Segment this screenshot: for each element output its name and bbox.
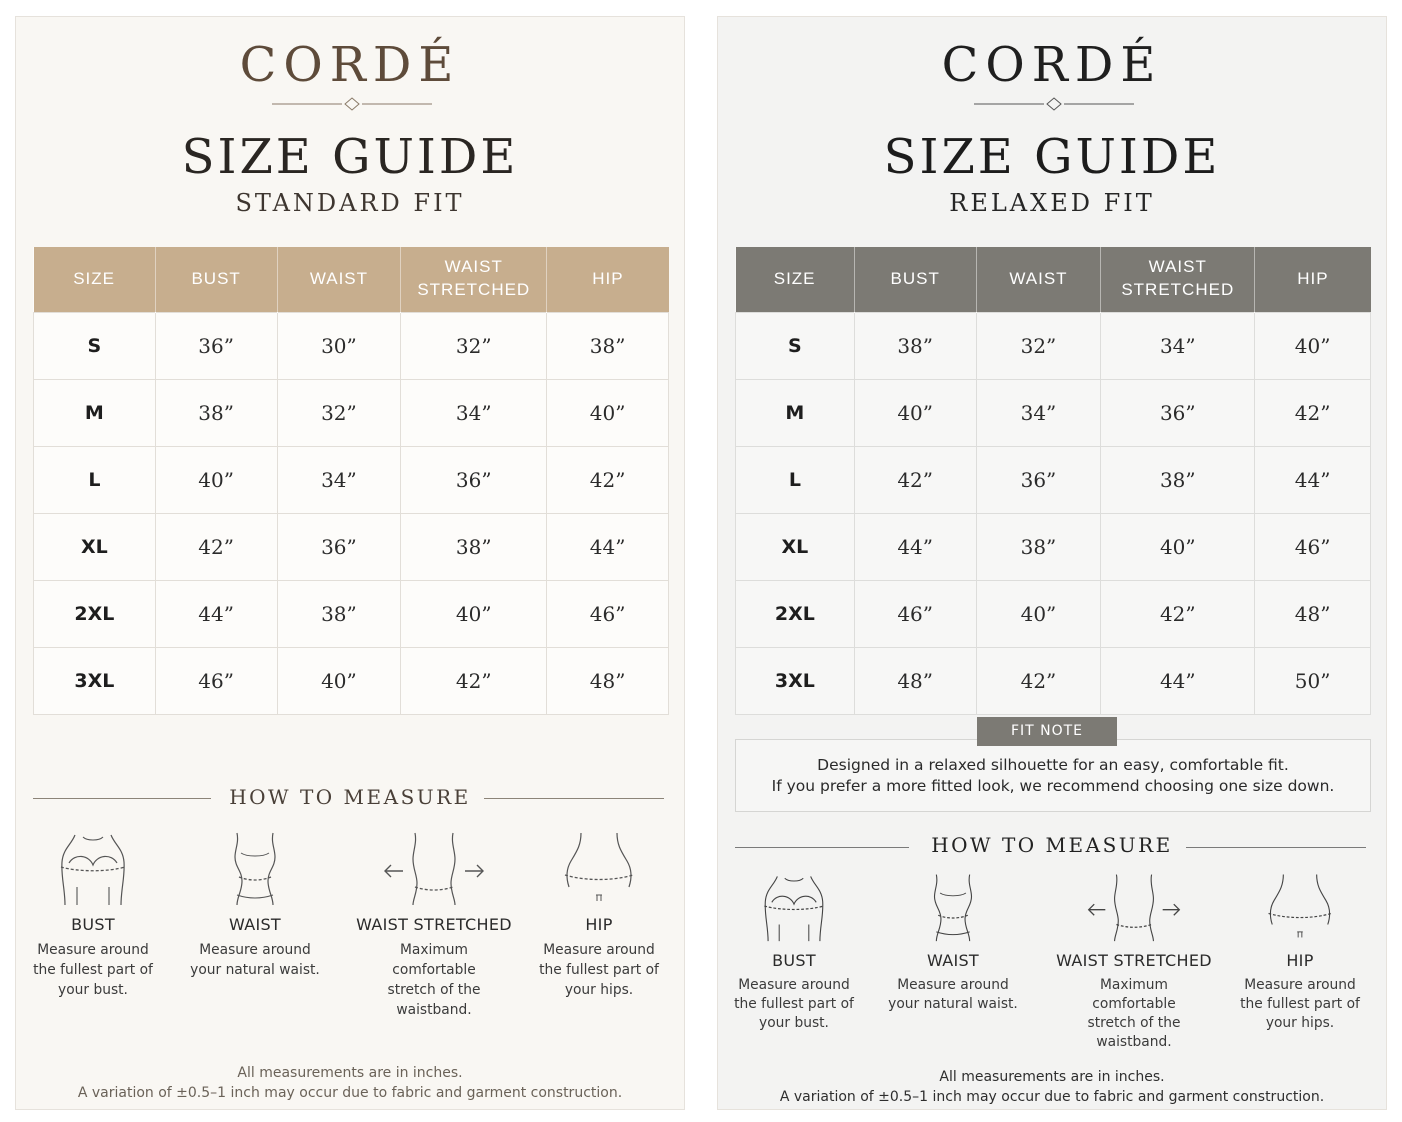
ornament-divider-icon xyxy=(272,97,432,111)
table-row xyxy=(34,647,669,714)
measure-name: WAIST STRETCHED xyxy=(356,915,512,934)
table-row xyxy=(34,312,669,379)
waist-cell: 34” xyxy=(277,446,401,513)
table-row xyxy=(736,379,1371,446)
bust-icon xyxy=(757,869,831,943)
hip-icon xyxy=(559,827,639,907)
measure-name: BUST xyxy=(71,915,115,934)
column-header: WAIST xyxy=(976,247,1101,312)
waist-icon xyxy=(215,827,295,907)
table-row xyxy=(34,446,669,513)
waist-cell: 40” xyxy=(976,580,1101,647)
hip-cell: 42” xyxy=(1255,379,1371,446)
size-cell: L xyxy=(736,446,855,513)
footnote-line: All measurements are in inches. xyxy=(237,1065,463,1081)
measure-name: HIP xyxy=(1286,951,1314,970)
bust-cell: 44” xyxy=(854,513,976,580)
column-header: SIZE xyxy=(736,247,855,312)
waist-cell: 42” xyxy=(976,647,1101,714)
measure-hip xyxy=(514,827,684,1000)
measure-description: Measure around the fullest part of your bust. xyxy=(734,977,854,1031)
hip-cell: 44” xyxy=(547,513,669,580)
waist-stretched-icon xyxy=(1082,869,1186,943)
table-row xyxy=(736,446,1371,513)
hip-cell: 38” xyxy=(547,312,669,379)
measure-description: Measure around your natural waist. xyxy=(190,942,320,978)
size-cell: S xyxy=(736,312,855,379)
waist-stretched-cell: 32” xyxy=(401,312,547,379)
footnote xyxy=(16,1063,684,1103)
waist-stretched-cell: 34” xyxy=(1101,312,1255,379)
waist-stretched-cell: 42” xyxy=(1101,580,1255,647)
size-cell: 3XL xyxy=(34,647,156,714)
page-title: SIZE GUIDE xyxy=(883,129,1221,185)
column-header: SIZE xyxy=(34,247,156,312)
hip-cell: 44” xyxy=(1255,446,1371,513)
size-cell: L xyxy=(34,446,156,513)
bust-cell: 46” xyxy=(155,647,277,714)
footnote-line: A variation of ±0.5–1 inch may occur due to fabric and garment construction. xyxy=(779,1089,1325,1105)
table-header-row xyxy=(34,247,669,312)
measure-description: Measure around the fullest part of your bust. xyxy=(33,942,153,998)
size-cell: 2XL xyxy=(34,580,156,647)
table-row xyxy=(34,379,669,446)
hip-cell: 46” xyxy=(1255,513,1371,580)
measure-description: Maximum comfortable stretch of the waistband. xyxy=(387,942,481,1018)
measure-waist xyxy=(868,869,1038,1014)
hip-cell: 42” xyxy=(547,446,669,513)
table-header-row xyxy=(736,247,1371,312)
measure-description: Maximum comfortable stretch of the waistband. xyxy=(1087,977,1181,1050)
bust-cell: 38” xyxy=(854,312,976,379)
table-row xyxy=(34,580,669,647)
size-cell: 3XL xyxy=(736,647,855,714)
footnote-line: A variation of ±0.5–1 inch may occur due to fabric and garment construction. xyxy=(77,1085,623,1101)
waist-stretched-cell: 40” xyxy=(1101,513,1255,580)
column-header: WAIST STRETCHED xyxy=(401,247,547,312)
hip-cell: 46” xyxy=(547,580,669,647)
bust-cell: 44” xyxy=(155,580,277,647)
size-cell: M xyxy=(34,379,156,446)
brand-logo: CORDÉ xyxy=(239,37,461,93)
bust-cell: 48” xyxy=(854,647,976,714)
measure-name: WAIST STRETCHED xyxy=(1056,951,1212,970)
standard-fit-panel xyxy=(15,16,685,1110)
size-cell: S xyxy=(34,312,156,379)
waist-cell: 36” xyxy=(976,446,1101,513)
waist-cell: 30” xyxy=(277,312,401,379)
fit-note-text xyxy=(735,755,1371,797)
column-header: WAIST STRETCHED xyxy=(1101,247,1255,312)
size-cell: XL xyxy=(34,513,156,580)
waist-stretched-cell: 34” xyxy=(401,379,547,446)
column-header: HIP xyxy=(1255,247,1371,312)
waist-stretched-cell: 36” xyxy=(401,446,547,513)
waist-stretched-cell: 38” xyxy=(401,513,547,580)
relaxed-fit-panel xyxy=(717,16,1387,1110)
column-header: BUST xyxy=(854,247,976,312)
size-table xyxy=(735,247,1371,715)
fit-subtitle: STANDARD FIT xyxy=(235,189,465,217)
fit-subtitle: RELAXED FIT xyxy=(949,189,1155,217)
table-row xyxy=(736,580,1371,647)
bust-cell: 40” xyxy=(854,379,976,446)
divider-line xyxy=(1186,847,1366,848)
divider-line xyxy=(484,798,664,799)
measure-waist-stretched xyxy=(1049,869,1219,1052)
measure-description: Measure around your natural waist. xyxy=(888,977,1018,1012)
table-row xyxy=(736,513,1371,580)
ornament-divider-icon xyxy=(974,97,1134,111)
hip-cell: 50” xyxy=(1255,647,1371,714)
table-row xyxy=(34,513,669,580)
waist-cell: 34” xyxy=(976,379,1101,446)
bust-icon xyxy=(53,827,133,907)
size-table xyxy=(33,247,669,715)
column-header: WAIST xyxy=(277,247,401,312)
measure-name: WAIST xyxy=(926,951,980,970)
size-cell: XL xyxy=(736,513,855,580)
fit-note-line: Designed in a relaxed silhouette for an easy, comfortable fit. xyxy=(817,756,1289,774)
column-header: HIP xyxy=(547,247,669,312)
waist-icon xyxy=(916,869,990,943)
waist-stretched-cell: 44” xyxy=(1101,647,1255,714)
measure-bust xyxy=(8,827,178,1000)
bust-cell: 42” xyxy=(854,446,976,513)
waist-stretched-cell: 40” xyxy=(401,580,547,647)
table-row xyxy=(736,647,1371,714)
page-title: SIZE GUIDE xyxy=(181,129,519,185)
hip-cell: 48” xyxy=(1255,580,1371,647)
how-to-measure-heading: HOW TO MEASURE xyxy=(931,833,1173,857)
waist-cell: 32” xyxy=(277,379,401,446)
waist-stretched-cell: 42” xyxy=(401,647,547,714)
waist-cell: 32” xyxy=(976,312,1101,379)
hip-cell: 48” xyxy=(547,647,669,714)
footnote-line: All measurements are in inches. xyxy=(939,1069,1165,1085)
measure-waist-stretched xyxy=(349,827,519,1020)
bust-cell: 40” xyxy=(155,446,277,513)
bust-cell: 42” xyxy=(155,513,277,580)
measure-name: HIP xyxy=(585,915,613,934)
measure-name: BUST xyxy=(772,951,816,970)
size-cell: 2XL xyxy=(736,580,855,647)
column-header: BUST xyxy=(155,247,277,312)
waist-cell: 36” xyxy=(277,513,401,580)
table-row xyxy=(736,312,1371,379)
bust-cell: 38” xyxy=(155,379,277,446)
measure-name: WAIST xyxy=(228,915,282,934)
how-to-measure-heading: HOW TO MEASURE xyxy=(229,785,471,809)
size-cell: M xyxy=(736,379,855,446)
measure-description: Measure around the fullest part of your hips. xyxy=(539,942,659,998)
fit-note-line: If you prefer a more fitted look, we recommend choosing one size down. xyxy=(771,777,1335,795)
waist-stretched-cell: 38” xyxy=(1101,446,1255,513)
bust-cell: 36” xyxy=(155,312,277,379)
waist-cell: 38” xyxy=(277,580,401,647)
measure-bust xyxy=(709,869,879,1033)
fit-note-label: FIT NOTE xyxy=(977,717,1117,746)
footnote xyxy=(718,1067,1386,1107)
bust-cell: 46” xyxy=(854,580,976,647)
brand-logo: CORDÉ xyxy=(941,37,1163,93)
hip-cell: 40” xyxy=(1255,312,1371,379)
waist-cell: 40” xyxy=(277,647,401,714)
waist-cell: 38” xyxy=(976,513,1101,580)
measure-waist xyxy=(170,827,340,980)
measure-hip xyxy=(1215,869,1385,1033)
hip-icon xyxy=(1263,869,1337,943)
waist-stretched-cell: 36” xyxy=(1101,379,1255,446)
hip-cell: 40” xyxy=(547,379,669,446)
waist-stretched-icon xyxy=(379,827,489,907)
measure-description: Measure around the fullest part of your hips. xyxy=(1240,977,1360,1031)
